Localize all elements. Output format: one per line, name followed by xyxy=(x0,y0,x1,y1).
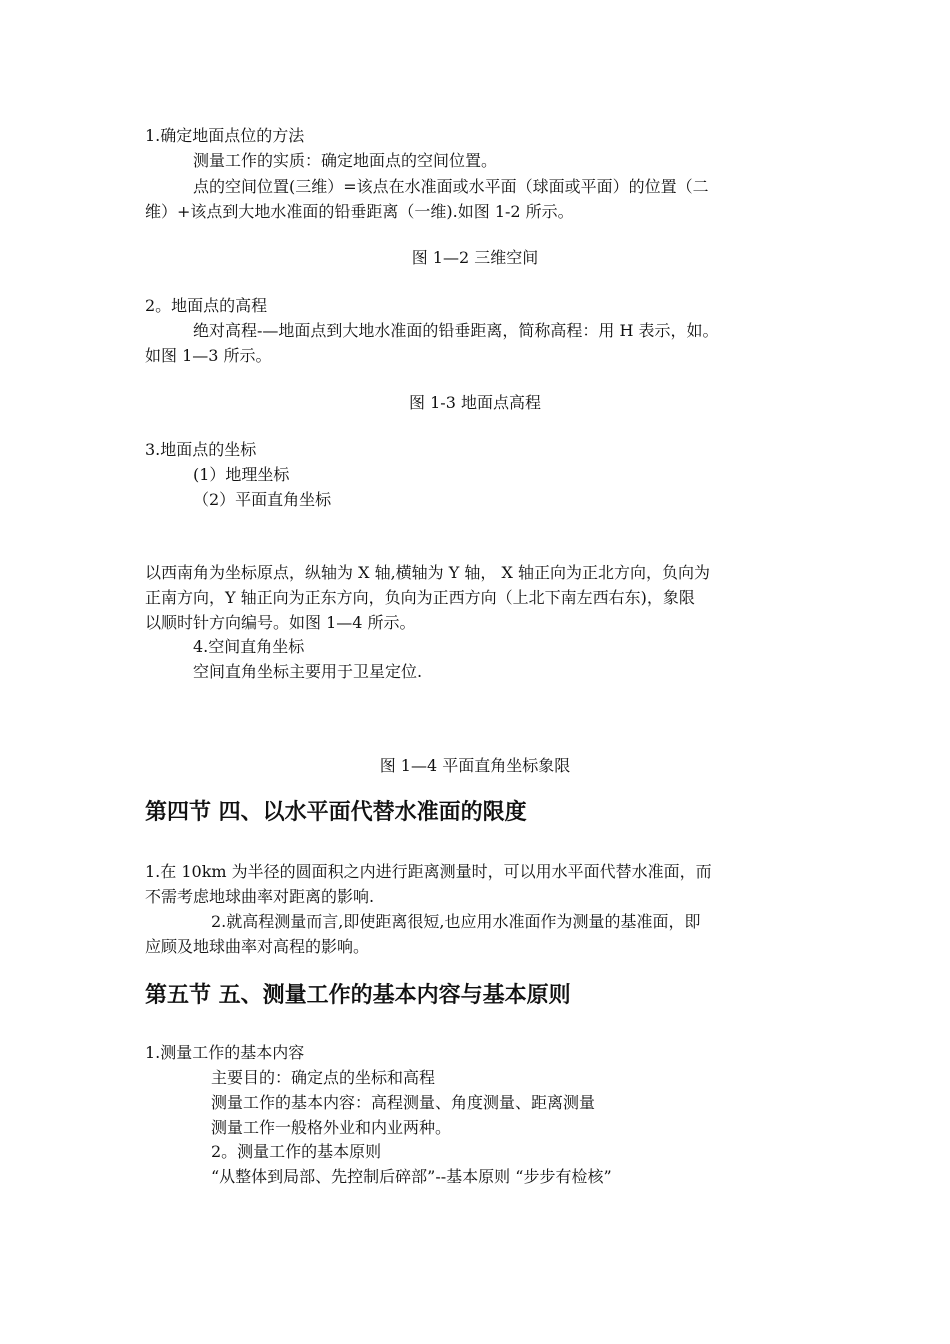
paragraph-line: 正南方向，Y 轴正向为正东方向，负向为正西方向（上北下南左西右东)，象限 xyxy=(145,588,695,607)
paragraph-line: 测量工作一般格外业和内业两种。 xyxy=(211,1118,452,1137)
paragraph-line: 测量工作的实质：确定地面点的空间位置。 xyxy=(193,151,498,170)
paragraph-line: 测量工作的基本内容：高程测量、角度测量、距离测量 xyxy=(211,1093,596,1112)
paragraph-line: 维）+该点到大地水准面的铅垂距离（一维).如图 1-2 所示。 xyxy=(145,202,574,221)
paragraph-line: 以顺时针方向编号。如图 1—4 所示。 xyxy=(145,613,416,632)
section-heading: 第四节 四、以水平面代替水准面的限度 xyxy=(145,800,527,825)
paragraph-line: 1.测量工作的基本内容 xyxy=(145,1043,305,1062)
subsection-title: 4.空间直角坐标 xyxy=(193,637,305,656)
list-item: (1）地理坐标 xyxy=(193,465,290,484)
paragraph-line: 如图 1—3 所示。 xyxy=(145,346,272,365)
paragraph-line: 1.在 10km 为半径的圆面积之内进行距离测量时，可以用水平面代替水准面，而 xyxy=(145,862,712,881)
paragraph-line: 不需考虑地球曲率对距离的影响. xyxy=(145,887,375,906)
section-2-title: 2。地面点的高程 xyxy=(145,296,268,315)
figure-caption: 图 1—4 平面直角坐标象限 xyxy=(379,756,571,775)
paragraph-line: 绝对高程-—地面点到大地水准面的铅垂距离，简称高程：用 H 表示，如。 xyxy=(193,321,719,340)
section-1-title: 1.确定地面点位的方法 xyxy=(145,126,305,145)
section-heading: 第五节 五、测量工作的基本内容与基本原则 xyxy=(145,983,571,1008)
paragraph-line: 2.就高程测量而言,即使距离很短,也应用水准面作为测量的基准面，即 xyxy=(211,912,701,931)
paragraph-line: 以西南角为坐标原点，纵轴为 X 轴,横轴为 Y 轴， X 轴正向为正北方向，负向为 xyxy=(145,563,710,582)
paragraph-line: “从整体到局部、先控制后碎部”--基本原则 “步步有检核” xyxy=(211,1167,612,1186)
figure-caption: 图 1—2 三维空间 xyxy=(411,248,539,267)
subsection-title: 2。测量工作的基本原则 xyxy=(211,1142,382,1161)
paragraph-line: 应顾及地球曲率对高程的影响。 xyxy=(145,937,370,956)
figure-caption: 图 1-3 地面点高程 xyxy=(409,393,541,412)
list-item: （2）平面直角坐标 xyxy=(193,490,332,509)
paragraph-line: 点的空间位置(三维）=该点在水准面或水平面（球面或平面）的位置（二 xyxy=(193,177,709,196)
paragraph-line: 主要目的：确定点的坐标和高程 xyxy=(211,1068,436,1087)
paragraph-line: 空间直角坐标主要用于卫星定位. xyxy=(193,662,423,681)
section-3-title: 3.地面点的坐标 xyxy=(145,440,257,459)
